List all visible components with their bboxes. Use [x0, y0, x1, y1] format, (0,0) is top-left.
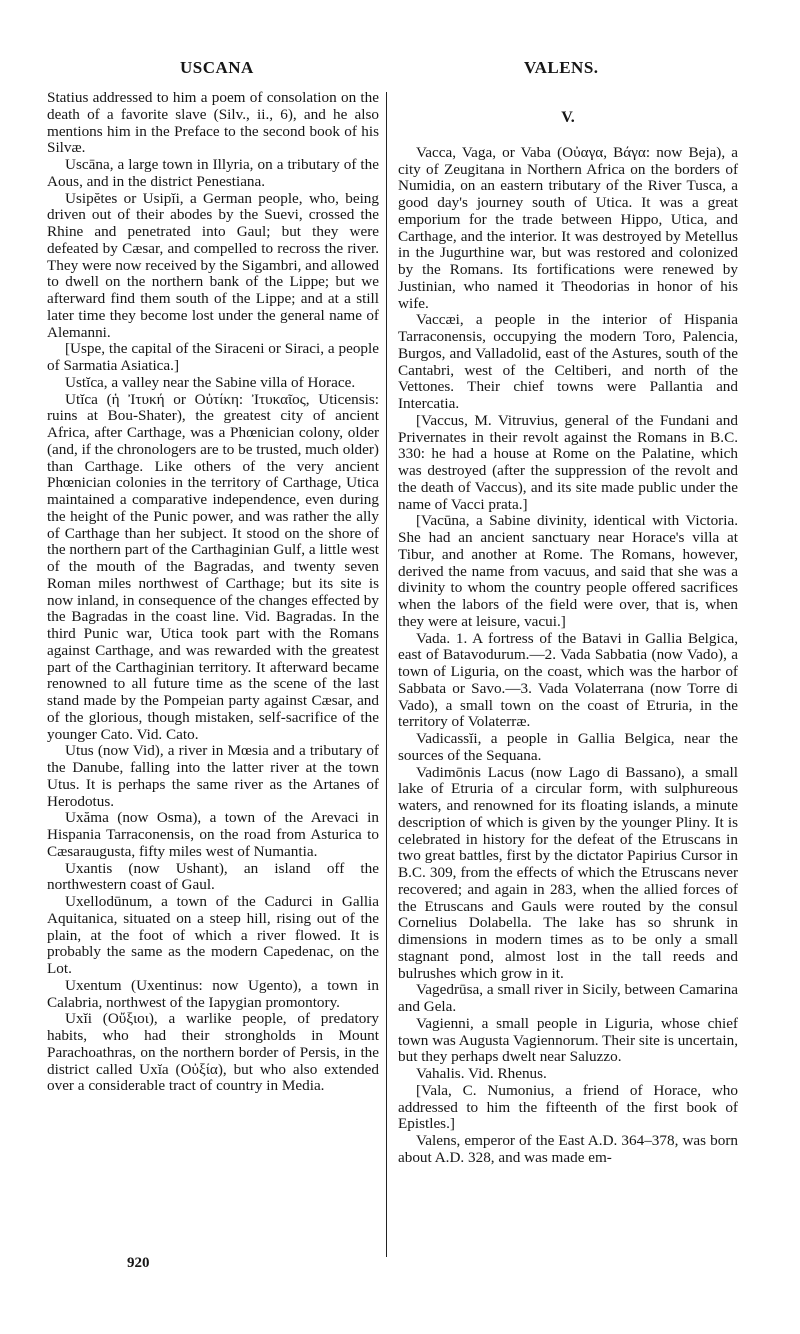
entry-uxentum: Uxentum (Uxentinus: now Ugento), a town in Calabria, northwest of the Iapygian promontory. — [47, 976, 379, 1011]
page-number: 920 — [127, 1255, 150, 1271]
entry-valens: Valens, emperor of the East A.D. 364–378, was born about A.D. 328, and was made em- — [398, 1132, 738, 1166]
entry-uscana: Uscāna, a large town in Illyria, on a tributary of the Aous, and in the district Penestiana. — [47, 156, 379, 190]
entry-vagienni: Vagienni, a small people in Liguria, whose chief town was Augusta Vagiennorum. Their site is uncertain, but they perhaps dwelt near Saluzzo. — [398, 1014, 738, 1066]
entry-ustica: Ustĭca, a valley near the Sabine villa of Horace. — [65, 373, 356, 391]
entry-vagedrusa: Vagedrūsa, a small river in Sicily, between Camarina and Gela. — [398, 981, 738, 1015]
entry-vacca: Vacca, Vaga, or Vaba (Οὐαγα, Βάγα: now Beja), a city of Zeugitana in Northern Africa on the borders of Numidia, on an eastern tributary of the River Tusca, a good day's journey south of Utica. It was a great emporium for the trade between Hippo, Utica, and Carthage, and the interior. It was destroyed by Metellus in the Jugurthine war, but was restored and colonized by the Romans. Its fortifications were renewed by Justinian, who named it Theodorias in honor of his wife. — [398, 143, 738, 312]
running-head-right: VALENS. — [524, 58, 599, 77]
section-letter: V. — [561, 109, 575, 126]
entry-vadicassii: Vadicassĭi, a people in Gallia Belgica, near the sources of the Sequana. — [398, 730, 738, 764]
entry-uxii: Uxĭi (Οὔξιοι), a warlike people, of predatory habits, who had their strongholds in Mount Parachoathras, on the northern border of Persis, in the district called Uxĭa (Οὐξία), but who also extended over a considerable tract of country in Media. — [47, 1010, 379, 1095]
entry-vada: Vada. 1. A fortress of the Batavi in Gallia Belgica, east of Batavodurum.—2. Vada Sabbatia (now Vado), a town of Liguria, on the coast, which was the harbor of Sabbata or Savo.—3. Vada Volaterrana (now Torre di Vado), a small town on the coast of Etruria, in the territory of Volaterræ. — [398, 629, 738, 731]
running-head-left: USCANA — [180, 58, 254, 77]
entry-usipetes: Usipĕtes or Usipĭi, a German people, who, being driven out of their abodes by the Suevi, crossed the Rhine and penetrated into Gaul; but they were defeated by Cæsar, and compelled to recross the river. They were now received by the Sigambri, and allowed to dwell on the northern bank of the Lippe; but we afterward find them south of the Lippe; and at a still later time they become lost under the general name of Alemanni. — [47, 189, 379, 341]
entry-uxellodunum: Uxellodūnum, a town of the Cadurci in Gallia Aquitanica, situated on a steep hill, rising out of the plain, at the foot of which a river flowed. It is probably the same as the modern Capedenac, on the Lot. — [47, 893, 379, 977]
entry-utus: Utus (now Vid), a river in Mœsia and a tributary of the Danube, falling into the latter river at the town Utus. It is perhaps the same river as the Artanes of Herodotus. — [47, 742, 379, 810]
right-column — [398, 90, 738, 1167]
entry-uxantis: Uxantis (now Ushant), an island off the northwestern coast of Gaul. — [47, 859, 379, 894]
entry-uspe: [Uspe, the capital of the Siraceni or Siraci, a people of Sarmatia Asiatica.] — [47, 340, 379, 374]
entry-uxama: Uxăma (now Osma), a town of the Arevaci in Hispania Tarraconensis, on the road from Asturica to Cæsaraugusta, fifty miles west of Numantia. — [47, 809, 379, 860]
entry-statius-continuation: Statius addressed to him a poem of consolation on the death of a favorite slave (Silv., ii., 6), and he also mentions him in the Preface to the second book of his Silvæ. — [47, 89, 379, 157]
entry-vala: [Vala, C. Numonius, a friend of Horace, who addressed to him the fifteenth of the first book of Epistles.] — [398, 1081, 738, 1133]
entry-vadimonis-lacus: Vadimōnis Lacus (now Lago di Bassano), a small lake of Etruria of a circular form, with sulphureous waters, and renowned for its floating islands, a minute description of which is given by the younger Pliny. It is celebrated in history for the defeat of the Etruscans in two great battles, first by the dictator Papirius Cursor in B.C. 309, from the effects of which the Etruscans never recovered; and again in 283, when the allied forces of the Etruscans and Gauls were routed by the consul Cornelius Dolabella. The lake has so shrunk in dimensions in modern times as to be only a small stagnant pond, almost lost in the tall reeds and bulrushes which grow in it. — [398, 763, 738, 982]
entry-vaccus: [Vaccus, M. Vitruvius, general of the Fundani and Privernates in their revolt against the Romans in B.C. 330: he had a house at Rome on the Palatine, which was destroyed (after the suppression of the revolt and the death of Vaccus), and its site made public under the name of Vacci prata.] — [398, 411, 738, 513]
entry-vacuna: [Vacūna, a Sabine divinity, identical with Victoria. She had an ancient sanctuary near Horace's villa at Tibur, and another at Rome. The Romans, however, derived the name from vacuus, and said that she was a divinity to whom the country people offered sacrifices when the labors of the field were over, that is, when they were at leisure, vacui.] — [398, 512, 738, 630]
entry-utica: Utĭca (ἡ Ἰτυκή or Οὐτίκη: Ἰτυκαῖος, Uticensis: ruins at Bou-Shater), the greatest city of ancient Africa, after Carthage, was a Phœnician colony, older (and, if the chronologers are to be trusted, much older) than Carthage. Like others of the very ancient Phœnician colonies in the territory of Carthage, Utica maintained a comparative independence, even during the height of the Punic power, and was rather the ally of Carthage than her subject. It stood on the shore of the northern part of the Carthaginian Gulf, a little west of the mouth of the Bagradas, and twenty seven Roman miles northwest of Carthage; but its site is now inland, in consequence of the changes effected by the Bagradas in the coast line. Vid. Bagradas. In the third Punic war, Utica took part with the Romans against Carthage, and was rewarded with the greatest part of the Carthaginian territory. It afterward became renowned to all future time as the scene of the last stand made by the Pompeian party against Cæsar, and of the glorious, though mistaken, self-sacrifice of the younger Cato. Vid. Cato. — [47, 390, 379, 743]
column-divider — [386, 92, 387, 1257]
entry-vahalis: Vahalis. Vid. Rhenus. — [416, 1065, 547, 1082]
left-column — [47, 90, 379, 1095]
entry-vaccaei: Vaccæi, a people in the interior of Hispania Tarraconensis, occupying the modern Toro, Palencia, Burgos, and Valladolid, east of the Astures, south of the Cantabri, west of the Celtiberi, and north of the Vettones. Their chief towns were Pallantia and Intercatia. — [398, 311, 738, 412]
